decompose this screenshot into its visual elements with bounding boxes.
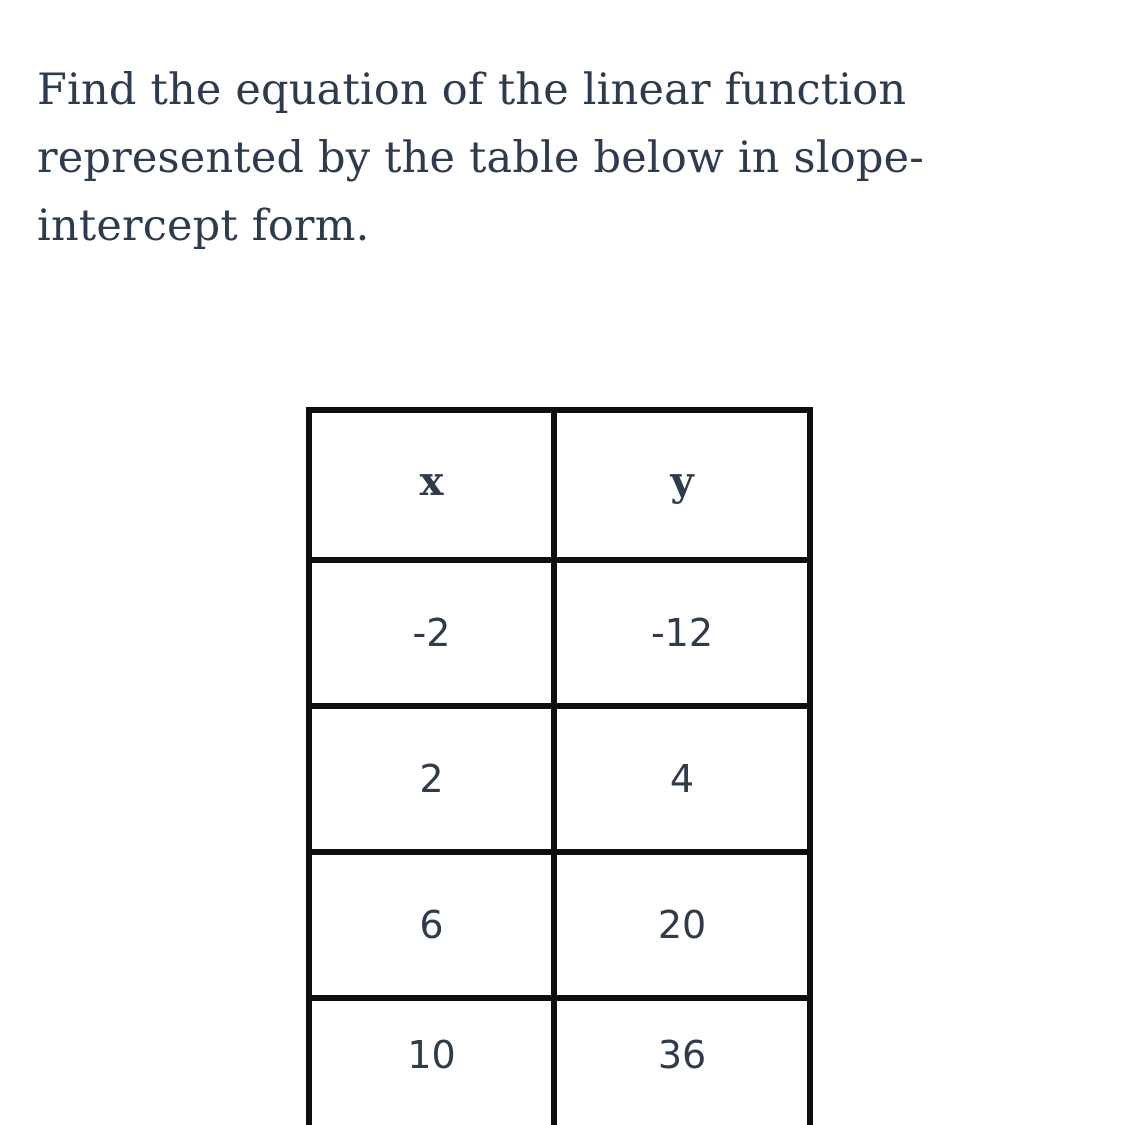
table-row (309, 706, 810, 852)
cell-x: -2 (309, 560, 554, 706)
cell-y: -12 (554, 560, 810, 706)
header-x: x (309, 410, 554, 560)
cell-y: 4 (554, 706, 810, 852)
cell-y: 20 (554, 852, 810, 998)
xy-table (306, 407, 813, 1125)
cell-x: 6 (309, 852, 554, 998)
cell-y: 36 (554, 998, 810, 1125)
table-row (309, 852, 810, 998)
table-row (309, 560, 810, 706)
header-y: y (554, 410, 810, 560)
table-header-row (309, 410, 810, 560)
cell-x: 10 (309, 998, 554, 1125)
cell-x: 2 (309, 706, 554, 852)
question-text: Find the equation of the linear function represented by the table below in slope-intercept form. (37, 65, 924, 251)
table-row (309, 998, 810, 1125)
